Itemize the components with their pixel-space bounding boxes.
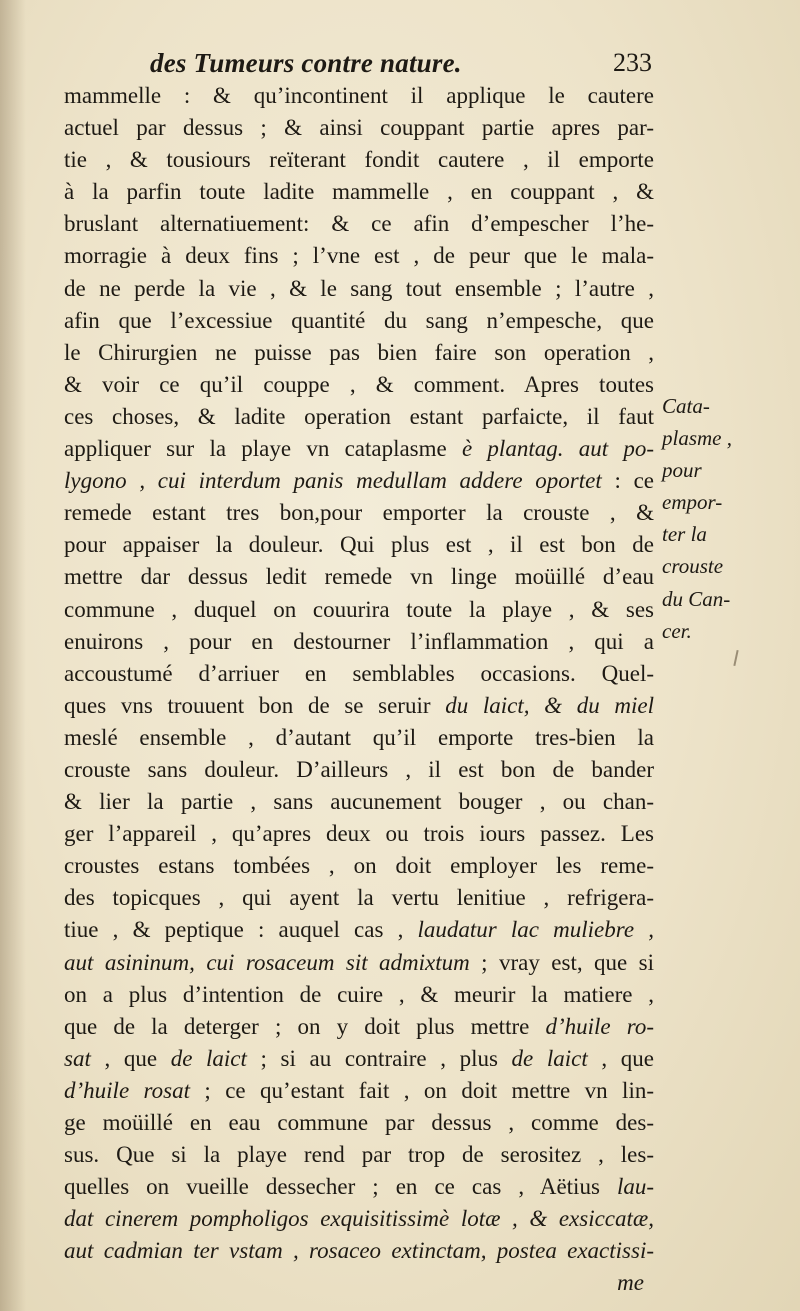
text-segment: de ne perde la vie , & le sang tout ensemble ; l’autre , — [64, 275, 654, 301]
italic-latin-segment: d’huile ro- — [545, 1013, 654, 1039]
text-segment: accoustumé d’arriuer en semblables occasions. Quel- — [64, 660, 654, 686]
text-segment: ger l’appareil , qu’apres deux ou trois iours passez. Les — [64, 821, 654, 847]
text-line — [64, 722, 654, 754]
text-line — [64, 914, 654, 946]
text-segment: enuirons , pour en destourner l’inflammation , qui a — [64, 628, 654, 654]
text-segment: commune , duquel on couurira toute la playe , & ses — [64, 596, 654, 622]
text-line — [64, 497, 654, 529]
text-segment: mettre dar dessus ledit remede vn linge moüillé d’eau — [64, 564, 654, 590]
margin-note-line: empor- — [662, 490, 723, 515]
text-segment: morragie à deux fins ; l’vne est , de peur que le mala- — [64, 243, 654, 269]
margin-note-line: crouste — [662, 554, 724, 579]
text-line — [64, 626, 654, 658]
text-segment: ge moüillé en eau commune par dessus , comme des- — [64, 1110, 654, 1135]
italic-latin-segment: sat — [64, 1045, 91, 1071]
text-segment: tie , & tousiours reïterant fondit cautere , il emporte — [64, 147, 654, 173]
text-line — [64, 401, 654, 433]
italic-latin-segment: aut cadmian ter vstam , rosaceo extinctam, postea exactissi- — [64, 1238, 654, 1264]
text-segment: le Chirurgien ne puisse pas bien faire son operation , — [64, 339, 654, 365]
text-line — [64, 1203, 654, 1235]
body-text — [64, 80, 654, 1300]
text-segment: pour appaiser la douleur. Qui plus est , il est bon de — [64, 532, 654, 558]
margin-note-line: pour — [662, 458, 702, 483]
text-segment: mammelle : & qu’incontinent il applique le cautere — [64, 83, 654, 108]
text-line — [64, 529, 654, 561]
text-segment: quelles on vueille dessecher ; en ce cas , Aëtius — [64, 1174, 617, 1200]
text-line — [64, 786, 654, 818]
text-line — [64, 658, 654, 690]
text-segment: actuel par dessus ; & ainsi couppant partie apres par- — [64, 115, 654, 141]
text-segment: croustes estans tombées , on doit employer les reme- — [64, 853, 654, 879]
text-line — [64, 433, 654, 465]
running-title: des Tumeurs contre nature. — [150, 48, 462, 78]
italic-latin-segment: lau- — [616, 1174, 654, 1200]
text-line — [64, 1139, 654, 1171]
margin-note-line: ter la — [662, 522, 707, 547]
text-segment: , que — [90, 1045, 171, 1071]
text-line — [64, 465, 654, 497]
text-line — [64, 80, 654, 112]
gutter-shadow — [0, 0, 26, 1311]
margin-note-line: Cata- — [662, 394, 710, 418]
text-line — [64, 208, 654, 240]
italic-latin-segment: de laict — [511, 1045, 588, 1071]
text-line — [64, 690, 654, 722]
text-line — [64, 1075, 654, 1107]
page-number: 233 — [613, 48, 652, 77]
text-line — [64, 947, 654, 979]
italic-latin-segment: è plantag. aut po- — [461, 436, 654, 462]
text-line — [64, 112, 654, 144]
text-line — [64, 176, 654, 208]
text-line — [64, 369, 654, 401]
margin-note — [662, 390, 794, 647]
catchword: me — [617, 1270, 644, 1296]
text-segment: ; si au contraire , plus — [246, 1045, 512, 1071]
italic-latin-segment: de laict — [170, 1045, 247, 1071]
text-line — [64, 1011, 654, 1043]
text-line — [64, 561, 654, 593]
margin-note-line: plasme , — [662, 426, 732, 451]
text-segment: afin que l’excessiue quantité du sang n’empesche, que — [64, 307, 654, 333]
text-line — [64, 1235, 654, 1267]
text-segment: tiue , & peptique : auquel cas , — [64, 917, 418, 943]
text-line — [64, 240, 654, 272]
italic-latin-segment: d’huile rosat — [64, 1077, 190, 1103]
text-segment: & voir ce qu’il couppe , & comment. Apres toutes — [64, 371, 654, 397]
text-line — [64, 1171, 654, 1203]
text-line — [64, 273, 654, 305]
text-segment: crouste sans douleur. D’ailleurs , il est bon de bander — [64, 756, 654, 782]
italic-latin-segment: lygono , cui interdum panis medullam addere oportet — [64, 468, 602, 494]
text-segment: que de la deterger ; on y doit plus mettre — [64, 1013, 546, 1039]
text-line — [64, 1043, 654, 1075]
margin-note-line: cer. — [662, 618, 692, 643]
text-line — [64, 882, 654, 914]
text-segment: à la parfin toute ladite mammelle , en couppant , & — [64, 179, 654, 205]
italic-latin-segment: du laict, & du miel — [445, 692, 654, 718]
italic-latin-segment: laudatur lac muliebre , — [417, 917, 654, 943]
text-line — [64, 305, 654, 337]
text-segment: appliquer sur la playe vn cataplasme — [64, 436, 462, 462]
text-line — [64, 818, 654, 850]
text-line — [64, 754, 654, 786]
text-segment: des topicques , qui ayent la vertu lenitiue , refrigera- — [64, 885, 654, 911]
text-line — [64, 979, 654, 1011]
text-segment: ques vns trouuent bon de se seruir — [64, 692, 446, 718]
text-segment: meslé ensemble , d’autant qu’il emporte tres-bien la — [64, 724, 654, 750]
text-segment: sus. Que si la playe rend par trop de serositez , les- — [64, 1142, 654, 1168]
text-line — [64, 594, 654, 626]
margin-note-line: du Can- — [662, 586, 731, 611]
stray-ink-mark — [733, 650, 738, 666]
italic-latin-segment: aut asininum, cui rosaceum sit admixtum — [64, 949, 470, 975]
text-segment: , que — [587, 1045, 654, 1071]
text-line — [64, 144, 654, 176]
text-segment: remede estant tres bon,pour emporter la crouste , & — [64, 500, 654, 526]
text-segment: ; vray est, que si — [469, 949, 654, 975]
text-line — [64, 1107, 654, 1139]
text-segment: bruslant alternatiuement: & ce afin d’empescher l’he- — [64, 211, 654, 237]
text-segment: ces choses, & ladite operation estant parfaicte, il faut — [64, 403, 654, 429]
text-line — [64, 850, 654, 882]
text-segment: on a plus d’intention de cuire , & meurir la matiere , — [64, 981, 654, 1007]
italic-latin-segment: dat cinerem pompholigos exquisitissimè lotæ , & exsiccatæ, — [64, 1206, 654, 1232]
text-line — [64, 337, 654, 369]
text-segment: : ce — [601, 468, 654, 494]
text-segment: ; ce qu’estant fait , on doit mettre vn lin- — [190, 1077, 654, 1103]
text-segment: & lier la partie , sans aucunement bouger , ou chan- — [64, 789, 654, 815]
